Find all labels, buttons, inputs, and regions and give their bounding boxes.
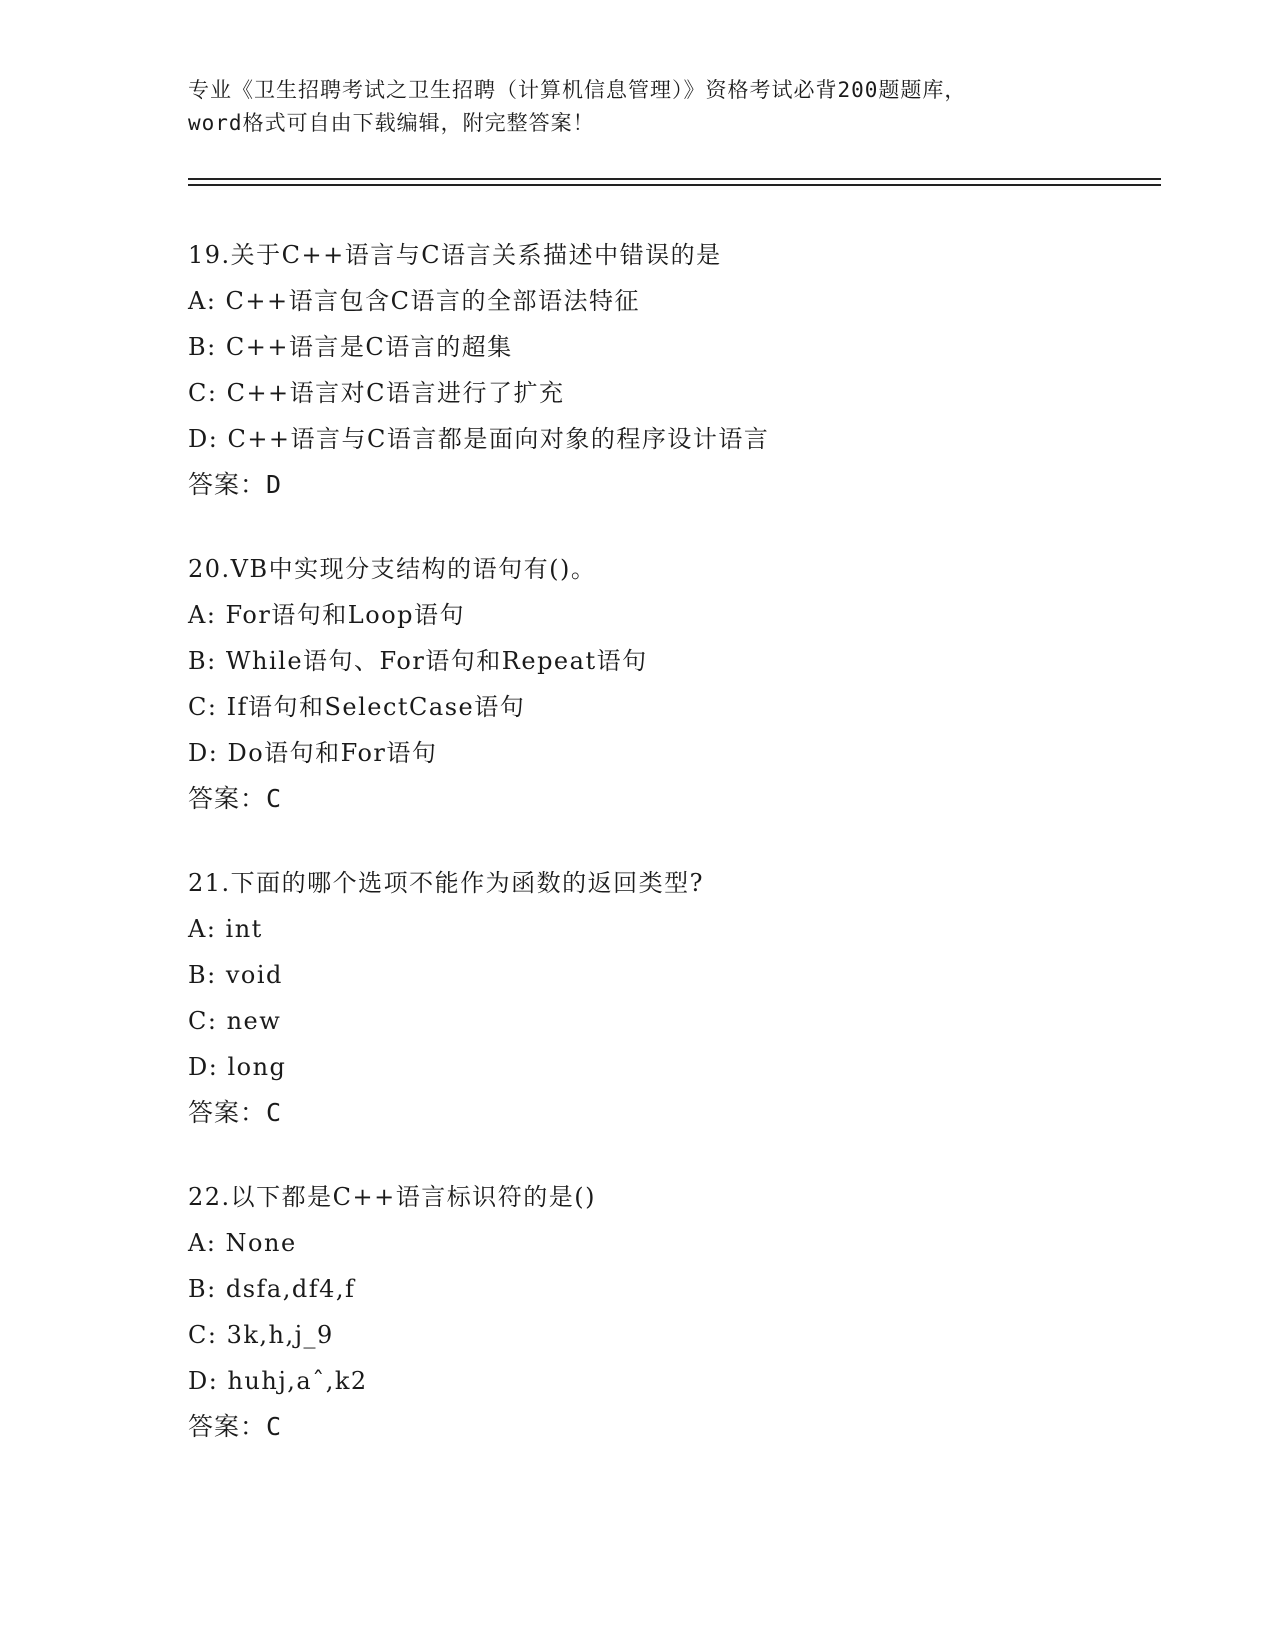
option-d: D: Do语句和For语句 xyxy=(188,739,438,767)
answer-value: C xyxy=(266,784,283,813)
option-a: A: C++语言包含C语言的全部语法特征 xyxy=(188,287,640,315)
answer-value: D xyxy=(266,470,283,499)
question-19 xyxy=(188,232,1148,508)
question-20 xyxy=(188,546,1148,822)
option-c: C: 3k,h,j_9 xyxy=(188,1321,334,1349)
question-21 xyxy=(188,860,1148,1136)
option-c: C: new xyxy=(188,1007,282,1035)
answer-label: 答案： xyxy=(188,1412,267,1441)
answer-line xyxy=(188,1404,1148,1450)
question-title: 21.下面的哪个选项不能作为函数的返回类型? xyxy=(188,869,705,897)
option-d: D: long xyxy=(188,1053,287,1081)
option-c: C: C++语言对C语言进行了扩充 xyxy=(188,379,565,407)
option-a: A: For语句和Loop语句 xyxy=(188,601,466,629)
option-b: B: void xyxy=(188,961,283,989)
answer-value: C xyxy=(266,1098,283,1127)
option-b: B: C++语言是C语言的超集 xyxy=(188,333,513,361)
answer-line xyxy=(188,1090,1148,1136)
answer-value: C xyxy=(266,1412,283,1441)
answer-line xyxy=(188,462,1148,508)
answer-label: 答案： xyxy=(188,784,267,813)
option-a: A: None xyxy=(188,1229,297,1257)
header-line-1: 专业《卫生招聘考试之卫生招聘（计算机信息管理）》资格考试必背200题题库， xyxy=(188,78,967,102)
question-22 xyxy=(188,1174,1148,1450)
header-divider-top xyxy=(188,178,1161,180)
option-b: B: dsfa,df4,f xyxy=(188,1275,356,1303)
document-header xyxy=(188,74,1088,140)
option-d: D: C++语言与C语言都是面向对象的程序设计语言 xyxy=(188,425,770,453)
option-a: A: int xyxy=(188,915,263,943)
header-divider-bottom xyxy=(188,184,1161,186)
question-title: 19.关于C++语言与C语言关系描述中错误的是 xyxy=(188,241,722,269)
answer-label: 答案： xyxy=(188,470,267,499)
answer-label: 答案： xyxy=(188,1098,267,1127)
option-c: C: If语句和SelectCase语句 xyxy=(188,693,526,721)
question-title: 20.VB中实现分支结构的语句有()。 xyxy=(188,555,597,583)
option-b: B: While语句、For语句和Repeat语句 xyxy=(188,647,648,675)
question-list xyxy=(188,232,1148,1488)
option-d: D: huhj,aˆ,k2 xyxy=(188,1367,368,1395)
answer-line xyxy=(188,776,1148,822)
header-line-2: word格式可自由下载编辑，附完整答案！ xyxy=(188,111,595,135)
question-title: 22.以下都是C++语言标识符的是() xyxy=(188,1183,596,1211)
